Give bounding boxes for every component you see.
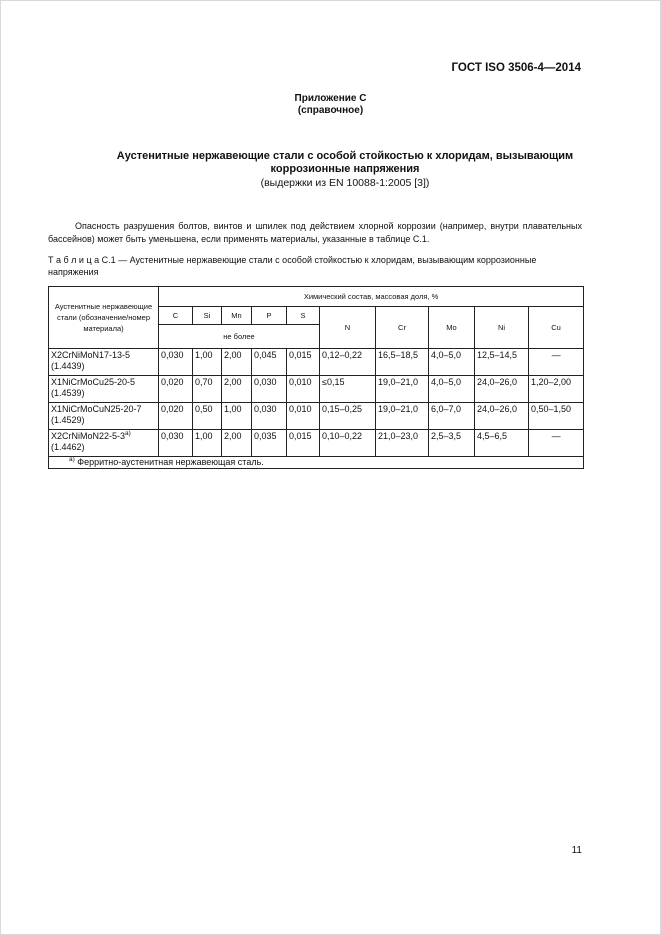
cell-si: 0,50 [193, 403, 222, 430]
cell-mn: 1,00 [222, 403, 252, 430]
max-label: не более [159, 325, 320, 349]
composition-table [48, 286, 584, 469]
cell-mo: 6,0–7,0 [429, 403, 475, 430]
cell-s: 0,010 [287, 403, 320, 430]
steel-designation [49, 403, 159, 430]
table-row [49, 376, 584, 403]
steel-designation [49, 430, 159, 457]
element-header-p: P [252, 307, 287, 325]
cell-s: 0,015 [287, 430, 320, 457]
title-line-2: коррозионные напряжения [270, 163, 420, 175]
cell-cu: 1,20–2,00 [529, 376, 584, 403]
cell-cr: 16,5–18,5 [376, 349, 429, 376]
cell-p: 0,045 [252, 349, 287, 376]
cell-p: 0,035 [252, 430, 287, 457]
cell-cu: 0,50–1,50 [529, 403, 584, 430]
table-header-row-1 [49, 287, 584, 307]
steel-number: (1.4462) [51, 442, 85, 452]
table-row [49, 403, 584, 430]
element-header-mn: Mn [222, 307, 252, 325]
document-title [60, 150, 630, 176]
cell-mn: 2,00 [222, 376, 252, 403]
element-header-ni: Ni [475, 307, 529, 349]
footnote-ref: a) [125, 430, 131, 437]
annex-title: Приложение С [294, 93, 367, 104]
steel-column-header: Аустенитные нержавеющие стали (обозначение/номер материала) [49, 287, 159, 349]
table-caption: Т а б л и ц а С.1 — Аустенитные нержавеющие стали с особой стойкостью к хлоридам, вызывающим коррозионные напряжения [48, 255, 537, 277]
cell-cr: 19,0–21,0 [376, 376, 429, 403]
element-header-si: Si [193, 307, 222, 325]
cell-p: 0,030 [252, 376, 287, 403]
cell-n: 0,15–0,25 [320, 403, 376, 430]
steel-name: X2CrNiMoN22-5-3 [51, 431, 126, 441]
steel-name: X1NiCrMoCuN25-20-7 [51, 404, 142, 414]
cell-si: 1,00 [193, 349, 222, 376]
cell-c: 0,020 [159, 403, 193, 430]
cell-ni: 24,0–26,0 [475, 403, 529, 430]
element-header-cr: Cr [376, 307, 429, 349]
cell-s: 0,010 [287, 376, 320, 403]
page-number: 11 [571, 845, 582, 856]
cell-si: 0,70 [193, 376, 222, 403]
footnote-text: Ферритно-аустенитная нержавеющая сталь. [77, 457, 264, 467]
cell-mo: 4,0–5,0 [429, 376, 475, 403]
table-row [49, 349, 584, 376]
cell-n: 0,10–0,22 [320, 430, 376, 457]
cell-p: 0,030 [252, 403, 287, 430]
annex-heading [0, 93, 661, 117]
cell-c: 0,020 [159, 376, 193, 403]
cell-ni: 4,5–6,5 [475, 430, 529, 457]
cell-mn: 2,00 [222, 430, 252, 457]
cell-cr: 19,0–21,0 [376, 403, 429, 430]
intro-paragraph: Опасность разрушения болтов, винтов и шпилек под действием хлорной коррозии (например, внутри плавательных бассейнов) может быть уменьшена, если применять материалы, указанные в таблице С.1. [48, 221, 582, 244]
cell-n: 0,12–0,22 [320, 349, 376, 376]
steel-designation [49, 376, 159, 403]
cell-c: 0,030 [159, 349, 193, 376]
standard-code: ГОСТ ISO 3506-4—2014 [451, 62, 581, 74]
chem-composition-header: Химический состав, массовая доля, % [159, 287, 584, 307]
steel-name: X1NiCrMoCu25-20-5 [51, 377, 136, 387]
element-header-c: C [159, 307, 193, 325]
table-row [49, 430, 584, 457]
document-subtitle: (выдержки из EN 10088-1:2005 [3]) [260, 177, 430, 189]
footnote-row [49, 457, 584, 469]
cell-mn: 2,00 [222, 349, 252, 376]
cell-mo: 4,0–5,0 [429, 349, 475, 376]
annex-note: (справочное) [297, 105, 364, 116]
cell-s: 0,015 [287, 349, 320, 376]
cell-mo: 2,5–3,5 [429, 430, 475, 457]
element-header-mo: Mo [429, 307, 475, 349]
cell-n: ≤0,15 [320, 376, 376, 403]
steel-number: (1.4539) [51, 388, 85, 398]
cell-si: 1,00 [193, 430, 222, 457]
cell-ni: 12,5–14,5 [475, 349, 529, 376]
table-footnote [49, 457, 584, 469]
cell-cu: — [529, 430, 584, 457]
element-header-cu: Cu [529, 307, 584, 349]
cell-cr: 21,0–23,0 [376, 430, 429, 457]
title-line-1: Аустенитные нержавеющие стали с особой стойкостью к хлоридам, вызывающим [116, 150, 574, 162]
element-header-n: N [320, 307, 376, 349]
steel-designation [49, 349, 159, 376]
steel-number: (1.4439) [51, 361, 85, 371]
steel-name: X2CrNiMoN17-13-5 [51, 350, 131, 360]
cell-c: 0,030 [159, 430, 193, 457]
steel-number: (1.4529) [51, 415, 85, 425]
footnote-mark: a) [69, 456, 75, 463]
element-header-s: S [287, 307, 320, 325]
cell-cu: — [529, 349, 584, 376]
cell-ni: 24,0–26,0 [475, 376, 529, 403]
